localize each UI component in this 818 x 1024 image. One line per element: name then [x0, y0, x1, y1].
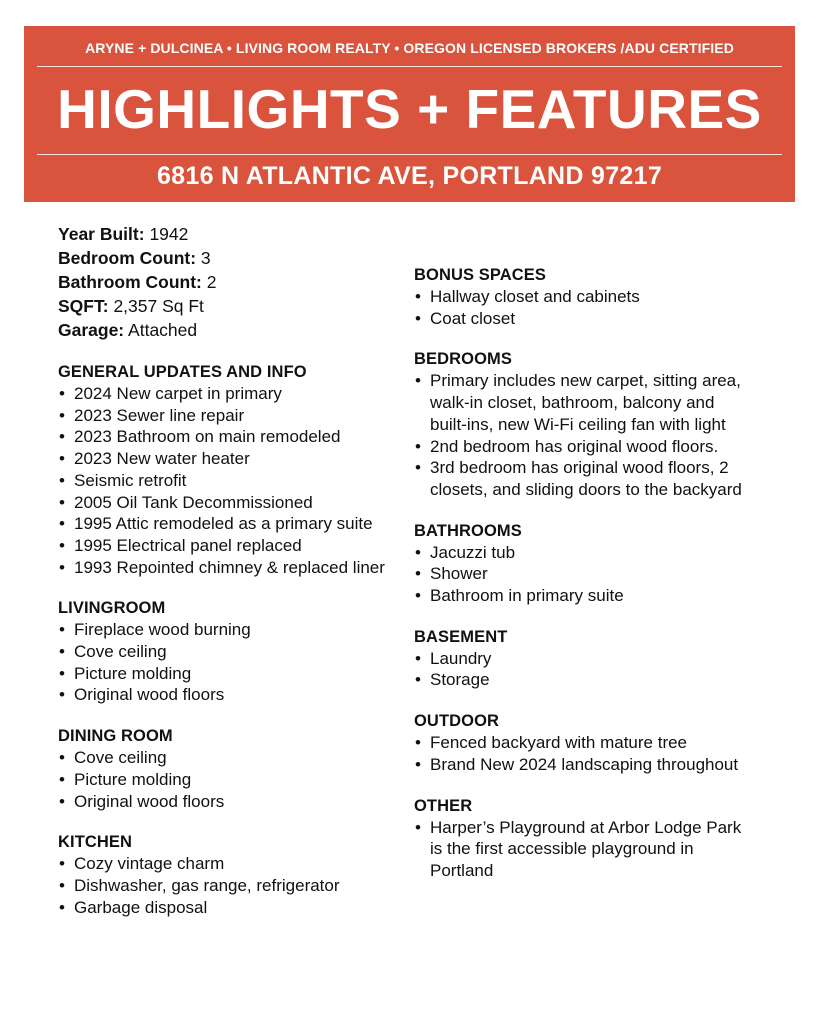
spec-year-built	[58, 222, 398, 246]
feature-list	[58, 747, 398, 812]
list-item: • 2005 Oil Tank Decommissioned	[58, 492, 398, 514]
spec-sqft	[58, 294, 398, 318]
list-item: • Picture molding	[58, 663, 398, 685]
section-bedrooms	[414, 348, 754, 500]
section-livingroom	[58, 597, 398, 706]
spec-value: 3	[200, 248, 211, 268]
page-title: HIGHLIGHTS + FEATURES	[57, 78, 762, 140]
list-item: • Brand New 2024 landscaping throughout	[414, 754, 754, 776]
list-item: • Fenced backyard with mature tree	[414, 732, 754, 754]
section-heading: BASEMENT	[414, 627, 508, 646]
section-general-updates-and-info	[58, 361, 398, 578]
spec-label: Garage:	[58, 320, 125, 340]
spec-bathroom-count	[58, 270, 398, 294]
right-feature-sections	[414, 264, 754, 882]
spec-value: 2,357 Sq Ft	[113, 296, 204, 316]
feature-list	[414, 732, 754, 775]
spec-label: Bedroom Count:	[58, 248, 197, 268]
spec-bedroom-count	[58, 246, 398, 270]
list-item: • 1993 Repointed chimney & replaced liner	[58, 557, 398, 579]
divider-line	[37, 154, 782, 155]
section-heading: BONUS SPACES	[414, 266, 546, 284]
list-item: • Dishwasher, gas range, refrigerator	[58, 875, 398, 897]
divider-line	[37, 66, 782, 67]
section-heading: OTHER	[414, 796, 473, 815]
section-outdoor	[414, 710, 754, 775]
section-heading: BATHROOMS	[414, 521, 522, 540]
section-heading: KITCHEN	[58, 833, 133, 852]
spec-value: 2	[206, 272, 217, 292]
list-item: • 2023 New water heater	[58, 448, 398, 470]
section-heading: GENERAL UPDATES AND INFO	[58, 363, 307, 381]
list-item: • Original wood floors	[58, 684, 398, 706]
section-heading: OUTDOOR	[414, 712, 500, 731]
list-item: • Cozy vintage charm	[58, 853, 398, 875]
section-heading: BEDROOMS	[414, 350, 512, 369]
right-column	[414, 264, 754, 882]
list-item: • Harper’s Playground at Arbor Lodge Park is the first accessible playground in Portland	[414, 817, 754, 882]
list-item: • Garbage disposal	[58, 897, 398, 919]
left-feature-sections	[58, 361, 398, 918]
list-item: • Primary includes new carpet, sitting area, walk-in closet, bathroom, balcony and built-ins, new Wi-Fi ceiling fan with light	[414, 370, 754, 435]
feature-list	[414, 370, 754, 500]
section-bonus-spaces	[414, 264, 754, 329]
feature-list	[414, 817, 754, 882]
list-item: • Coat closet	[414, 308, 754, 330]
list-item: • Cove ceiling	[58, 641, 398, 663]
spec-value: Attached	[128, 320, 198, 340]
list-item: • 2023 Bathroom on main remodeled	[58, 426, 398, 448]
section-heading: DINING ROOM	[58, 727, 173, 746]
spec-label: Year Built:	[58, 224, 145, 244]
list-item: • 2024 New carpet in primary	[58, 383, 398, 405]
property-specs	[58, 222, 398, 342]
left-column	[58, 222, 398, 918]
section-bathrooms	[414, 520, 754, 607]
list-item: • Hallway closet and cabinets	[414, 286, 754, 308]
list-item: • 3rd bedroom has original wood floors, 2 closets, and sliding doors to the backyard	[414, 457, 754, 500]
list-item: • Shower	[414, 563, 754, 585]
list-item: • Seismic retrofit	[58, 470, 398, 492]
list-item: • 1995 Electrical panel replaced	[58, 535, 398, 557]
section-basement	[414, 626, 754, 691]
list-item: • 1995 Attic remodeled as a primary suite	[58, 513, 398, 535]
list-item: • 2023 Sewer line repair	[58, 405, 398, 427]
spec-value: 1942	[149, 224, 189, 244]
section-dining-room	[58, 725, 398, 812]
list-item: • Original wood floors	[58, 791, 398, 813]
list-item: • Fireplace wood burning	[58, 619, 398, 641]
feature-list	[414, 648, 754, 691]
section-other	[414, 795, 754, 882]
list-item: • Picture molding	[58, 769, 398, 791]
property-address: 6816 N ATLANTIC AVE, PORTLAND 97217	[156, 162, 663, 190]
section-kitchen	[58, 831, 398, 918]
spec-label: Bathroom Count:	[58, 272, 202, 292]
list-item: • Storage	[414, 669, 754, 691]
list-item: • Cove ceiling	[58, 747, 398, 769]
feature-list	[414, 286, 754, 329]
header-banner	[24, 26, 795, 202]
feature-list	[58, 383, 398, 578]
list-item: • 2nd bedroom has original wood floors.	[414, 436, 754, 458]
spec-label: SQFT:	[58, 296, 109, 316]
feature-list	[414, 542, 754, 607]
list-item: • Laundry	[414, 648, 754, 670]
feature-list	[58, 853, 398, 918]
section-heading: LIVINGROOM	[58, 599, 166, 618]
list-item: • Bathroom in primary suite	[414, 585, 754, 607]
list-item: • Jacuzzi tub	[414, 542, 754, 564]
brokerage-tagline: ARYNE + DULCINEA • LIVING ROOM REALTY • OREGON LICENSED BROKERS /ADU CERTIFIED	[85, 40, 734, 56]
spec-garage	[58, 318, 398, 342]
feature-list	[58, 619, 398, 706]
